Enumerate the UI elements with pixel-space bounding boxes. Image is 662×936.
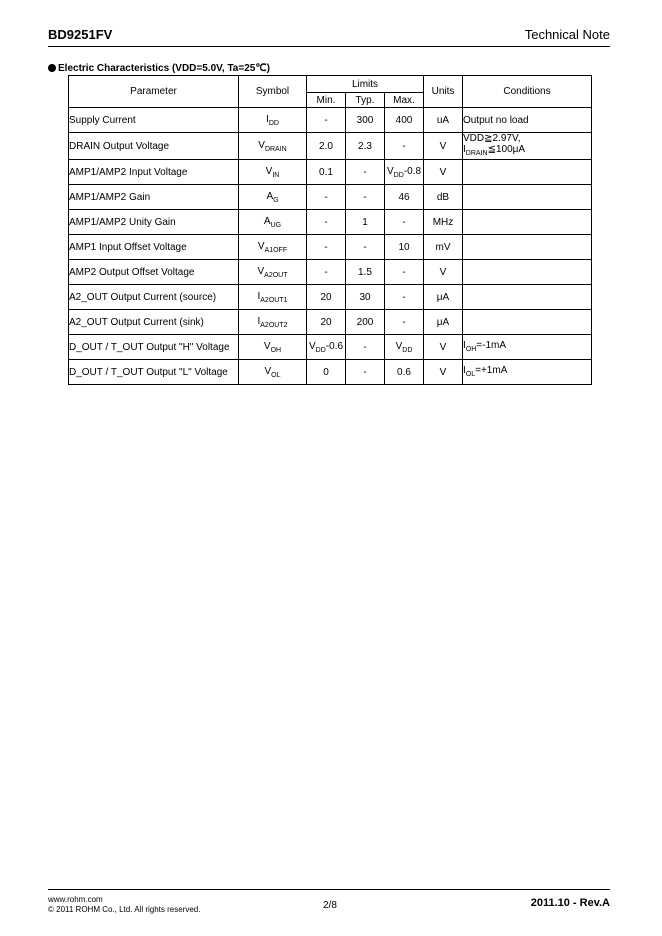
typ-cell: 1.5 bbox=[346, 260, 385, 285]
conditions-cell bbox=[463, 235, 592, 260]
parameter-cell: D_OUT / T_OUT Output "L" Voltage bbox=[69, 360, 239, 385]
section-title bbox=[48, 63, 270, 74]
table-row bbox=[69, 210, 592, 235]
max-cell bbox=[385, 335, 424, 360]
symbol-main: V bbox=[264, 365, 272, 377]
units-cell: mV bbox=[424, 235, 463, 260]
min-subscript: DD bbox=[315, 346, 326, 354]
max-subscript: DD bbox=[393, 171, 404, 179]
header-conditions: Conditions bbox=[463, 76, 592, 108]
symbol-cell bbox=[239, 360, 307, 385]
conditions-cell bbox=[463, 210, 592, 235]
table-row bbox=[69, 310, 592, 335]
parameter-cell: AMP1/AMP2 Input Voltage bbox=[69, 160, 239, 185]
typ-cell: - bbox=[346, 235, 385, 260]
document-id: BD9251FV bbox=[48, 27, 113, 42]
symbol-subscript: A2OUT2 bbox=[260, 321, 288, 329]
table-row bbox=[69, 360, 592, 385]
max-main: V bbox=[395, 340, 403, 352]
max-cell: 0.6 bbox=[385, 360, 424, 385]
header-min: Min. bbox=[307, 93, 346, 108]
typ-cell: 300 bbox=[346, 108, 385, 133]
symbol-cell bbox=[239, 310, 307, 335]
units-cell: μA bbox=[424, 285, 463, 310]
min-cell: 0 bbox=[307, 360, 346, 385]
conditions-cell bbox=[463, 160, 592, 185]
header-typ: Typ. bbox=[346, 93, 385, 108]
units-cell: μA bbox=[424, 310, 463, 335]
symbol-subscript: A2OUT bbox=[264, 271, 288, 279]
symbol-main: V bbox=[263, 340, 271, 352]
max-cell: 46 bbox=[385, 185, 424, 210]
website-link[interactable]: www.rohm.com bbox=[48, 895, 103, 904]
symbol-cell bbox=[239, 285, 307, 310]
typ-cell: 30 bbox=[346, 285, 385, 310]
condition-main: I bbox=[463, 144, 466, 155]
max-cell: - bbox=[385, 133, 424, 160]
parameter-cell: D_OUT / T_OUT Output "H" Voltage bbox=[69, 335, 239, 360]
typ-cell: - bbox=[346, 360, 385, 385]
table-row bbox=[69, 335, 592, 360]
symbol-main: V bbox=[257, 265, 265, 277]
symbol-cell bbox=[239, 335, 307, 360]
condition-rest: ≦100μA bbox=[487, 144, 526, 155]
parameter-cell: Supply Current bbox=[69, 108, 239, 133]
symbol-subscript: DD bbox=[268, 119, 279, 127]
max-cell bbox=[385, 160, 424, 185]
condition-rest: =+1mA bbox=[475, 364, 508, 376]
units-cell: V bbox=[424, 133, 463, 160]
max-cell: 400 bbox=[385, 108, 424, 133]
conditions-cell bbox=[463, 360, 592, 385]
conditions-cell bbox=[463, 335, 592, 360]
electric-characteristics-table bbox=[68, 75, 592, 385]
table-row bbox=[69, 160, 592, 185]
symbol-main: I bbox=[266, 113, 269, 125]
max-cell: - bbox=[385, 260, 424, 285]
header-limits: Limits bbox=[307, 76, 424, 93]
symbol-subscript: G bbox=[273, 196, 279, 204]
max-cell: 10 bbox=[385, 235, 424, 260]
symbol-main: V bbox=[258, 139, 265, 151]
section-title-text: Electric Characteristics (VDD=5.0V, Ta=25℃) bbox=[58, 63, 270, 74]
symbol-main: A bbox=[266, 190, 274, 202]
page-header bbox=[48, 27, 610, 47]
parameter-cell: DRAIN Output Voltage bbox=[69, 133, 239, 160]
document-type: Technical Note bbox=[524, 27, 610, 42]
symbol-main: I bbox=[257, 315, 261, 327]
symbol-main: V bbox=[265, 165, 273, 177]
typ-cell: - bbox=[346, 185, 385, 210]
symbol-cell bbox=[239, 108, 307, 133]
conditions-cell bbox=[463, 310, 592, 335]
max-subscript: DD bbox=[402, 346, 413, 354]
units-cell: V bbox=[424, 335, 463, 360]
table-row bbox=[69, 235, 592, 260]
symbol-subscript: A1OFF bbox=[264, 246, 288, 254]
symbol-cell bbox=[239, 185, 307, 210]
table-row bbox=[69, 108, 592, 133]
typ-cell: 1 bbox=[346, 210, 385, 235]
min-main: V bbox=[308, 340, 316, 352]
symbol-cell bbox=[239, 160, 307, 185]
condition-subscript: OL bbox=[465, 370, 476, 378]
symbol-main: I bbox=[257, 290, 261, 302]
symbol-main: A bbox=[263, 215, 271, 227]
typ-cell: 2.3 bbox=[346, 133, 385, 160]
condition-line-1: VDD≧2.97V, bbox=[463, 133, 521, 144]
header-max: Max. bbox=[385, 93, 424, 108]
conditions-cell bbox=[463, 185, 592, 210]
typ-cell: - bbox=[346, 335, 385, 360]
min-cell: - bbox=[307, 260, 346, 285]
symbol-cell bbox=[239, 235, 307, 260]
units-cell: dB bbox=[424, 185, 463, 210]
symbol-subscript: OH bbox=[270, 346, 282, 354]
bullet-icon bbox=[48, 64, 56, 72]
condition-rest: =-1mA bbox=[476, 339, 507, 351]
max-cell: - bbox=[385, 310, 424, 335]
table-row bbox=[69, 260, 592, 285]
conditions-cell bbox=[463, 285, 592, 310]
max-rest: -0.8 bbox=[403, 165, 422, 177]
conditions-cell: Output no load bbox=[463, 108, 592, 133]
typ-cell: - bbox=[346, 160, 385, 185]
units-cell: V bbox=[424, 260, 463, 285]
max-cell: - bbox=[385, 285, 424, 310]
copyright-notice: © 2011 ROHM Co., Ltd. All rights reserved. bbox=[48, 905, 201, 914]
symbol-subscript: DRAIN bbox=[264, 145, 287, 153]
parameter-cell: AMP1/AMP2 Gain bbox=[69, 185, 239, 210]
table-row bbox=[69, 185, 592, 210]
table-row bbox=[69, 133, 592, 160]
page-footer bbox=[48, 889, 610, 920]
condition-subscript: DRAIN bbox=[465, 150, 488, 157]
min-cell: 0.1 bbox=[307, 160, 346, 185]
symbol-subscript: UG bbox=[270, 221, 282, 229]
min-cell: 20 bbox=[307, 310, 346, 335]
max-cell: - bbox=[385, 210, 424, 235]
parameter-cell: AMP2 Output Offset Voltage bbox=[69, 260, 239, 285]
min-cell: - bbox=[307, 210, 346, 235]
units-cell: V bbox=[424, 160, 463, 185]
units-cell: uA bbox=[424, 108, 463, 133]
header-symbol: Symbol bbox=[239, 76, 307, 108]
header-parameter: Parameter bbox=[69, 76, 239, 108]
symbol-cell bbox=[239, 210, 307, 235]
symbol-subscript: OL bbox=[271, 371, 281, 379]
symbol-cell bbox=[239, 260, 307, 285]
min-cell: 20 bbox=[307, 285, 346, 310]
typ-cell: 200 bbox=[346, 310, 385, 335]
table-row bbox=[69, 285, 592, 310]
min-rest: -0.6 bbox=[325, 340, 344, 352]
min-cell bbox=[307, 335, 346, 360]
min-cell: 2.0 bbox=[307, 133, 346, 160]
conditions-cell bbox=[463, 133, 592, 160]
condition-main: I bbox=[463, 339, 466, 351]
conditions-cell bbox=[463, 260, 592, 285]
units-cell: V bbox=[424, 360, 463, 385]
parameter-cell: A2_OUT Output Current (sink) bbox=[69, 310, 239, 335]
parameter-cell: A2_OUT Output Current (source) bbox=[69, 285, 239, 310]
condition-main: I bbox=[463, 364, 466, 376]
max-main: V bbox=[386, 165, 394, 177]
parameter-cell: AMP1 Input Offset Voltage bbox=[69, 235, 239, 260]
parameter-cell: AMP1/AMP2 Unity Gain bbox=[69, 210, 239, 235]
header-units: Units bbox=[424, 76, 463, 108]
symbol-cell bbox=[239, 133, 307, 160]
min-cell: - bbox=[307, 235, 346, 260]
symbol-subscript: IN bbox=[272, 171, 280, 179]
revision-label: 2011.10 - Rev.A bbox=[530, 897, 610, 909]
units-cell: MHz bbox=[424, 210, 463, 235]
min-cell: - bbox=[307, 108, 346, 133]
min-cell: - bbox=[307, 185, 346, 210]
condition-subscript: OH bbox=[465, 345, 477, 353]
symbol-subscript: A2OUT1 bbox=[260, 296, 288, 304]
table-header-row bbox=[69, 76, 592, 93]
symbol-main: V bbox=[257, 240, 265, 252]
page-number: 2/8 bbox=[323, 900, 337, 911]
